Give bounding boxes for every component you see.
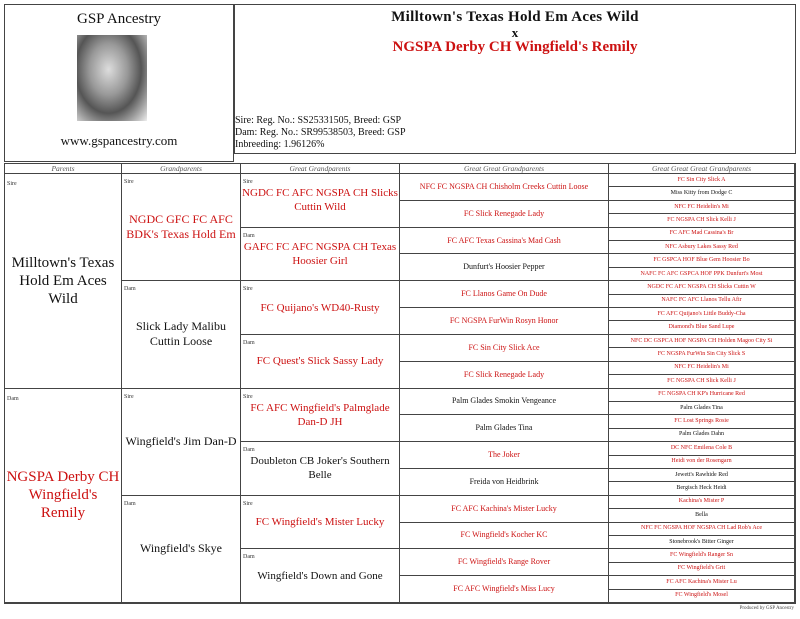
ggg-grandparents-cell[interactable] — [609, 482, 795, 495]
great-grandparents-cell[interactable] — [241, 335, 400, 389]
ggg-grandparents-cell[interactable] — [609, 389, 795, 402]
dog-name: FC Sin City Slick Ace — [468, 342, 540, 352]
ggg-grandparents-cell[interactable] — [609, 348, 795, 361]
ggg-grandparents-cell[interactable] — [609, 268, 795, 281]
great-grandparents-cell[interactable] — [241, 549, 400, 603]
column-header: Great Grandparents — [241, 164, 400, 174]
column-header: Parents — [5, 164, 122, 174]
relation-label: Sire — [243, 179, 253, 185]
dog-name: FC NGSPA CH KP's Hurricane Red — [658, 391, 745, 398]
dog-name: FC AFC Quijano's Little Buddy-Cha — [657, 310, 746, 317]
gg-grandparents-cell[interactable] — [400, 228, 609, 255]
column-header: Great Great Great Grandparents — [609, 164, 795, 174]
gg-grandparents-cell[interactable] — [400, 308, 609, 335]
dog-name: NFC FC Heidelin's Mi — [674, 203, 729, 210]
ggg-grandparents-cell[interactable] — [609, 509, 795, 522]
gg-grandparents-cell[interactable] — [400, 442, 609, 469]
ggg-grandparents-cell[interactable] — [609, 295, 795, 308]
relation-label: Dam — [243, 447, 255, 454]
relation-label: Dam — [243, 232, 255, 239]
ggg-grandparents-cell[interactable] — [609, 442, 795, 455]
great-grandparents-cell[interactable] — [241, 442, 400, 496]
pedigree-grid — [4, 163, 796, 604]
dog-name: Miss Kitty from Dodge C — [670, 190, 733, 197]
grandparents-cell[interactable] — [122, 389, 241, 496]
gg-grandparents-cell[interactable] — [400, 174, 609, 201]
dog-name: NAFC FC AFC GSPCA HOF PPK Dunfurt's Most — [640, 270, 763, 277]
ggg-grandparents-cell[interactable] — [609, 335, 795, 348]
ggg-grandparents-cell[interactable] — [609, 254, 795, 267]
dog-name: Palm Glades Dahn — [679, 431, 724, 438]
logo-panel — [4, 4, 234, 162]
ggg-grandparents-cell[interactable] — [609, 241, 795, 254]
relation-label: Sire — [243, 500, 253, 507]
dog-name: FC AFC Wingfield's Miss Lucy — [453, 584, 555, 594]
dog-name: Slick Lady Malibu Cuttin Loose — [136, 319, 226, 349]
dog-name: Diamond's Blue Sand Lupe — [668, 324, 735, 331]
dog-photo — [77, 35, 147, 121]
great-grandparents-cell[interactable] — [241, 496, 400, 550]
ggg-grandparents-cell[interactable] — [609, 402, 795, 415]
ggg-grandparents-cell[interactable] — [609, 523, 795, 536]
relation-label: Dam — [243, 554, 255, 561]
gg-grandparents-cell[interactable] — [400, 362, 609, 389]
parent-cell[interactable] — [5, 389, 122, 604]
ggg-grandparents-cell[interactable] — [609, 281, 795, 294]
dog-name: FC NGSPA CH Slick Kelli J — [667, 377, 736, 384]
ggg-grandparents-cell[interactable] — [609, 214, 795, 227]
great-grandparents-cell[interactable] — [241, 228, 400, 282]
gg-grandparents-cell[interactable] — [400, 496, 609, 523]
dog-name: FC NGSPA FurWin Sin City Slick S — [657, 350, 746, 357]
dog-name: The Joker — [488, 450, 520, 460]
gg-grandparents-cell[interactable] — [400, 335, 609, 362]
ggg-grandparents-cell[interactable] — [609, 321, 795, 334]
inbreeding: Inbreeding: 1.96126% — [235, 139, 325, 150]
dog-name: GAFC FC AFC NGSPA CH Texas Hoosier Girl — [243, 240, 397, 267]
dog-name: NFC FC NGSPA HOF NGSPA CH Lad Rob's Ace — [640, 525, 762, 532]
dog-name: NGDC GFC FC AFC BDK's Texas Hold Em — [126, 212, 236, 242]
pedigree-header — [234, 4, 796, 154]
dog-name: Wingfield's Skye — [139, 541, 222, 556]
gg-grandparents-cell[interactable] — [400, 201, 609, 228]
dog-name: FC AFC Kachina's Mister Lu — [666, 578, 737, 585]
dog-name: Dunfurt's Hoosier Pepper — [463, 262, 545, 272]
grandparents-cell[interactable] — [122, 174, 241, 281]
column-header: Great Great Grandparents — [400, 164, 609, 174]
relation-label: Sire — [243, 286, 253, 293]
dog-name: Freida von Heidbrink — [469, 476, 539, 486]
dog-name: FC AFC Wingfield's Palmglade Dan-D JH — [250, 401, 390, 428]
parent-cell[interactable] — [5, 174, 122, 389]
dog-name: Jewett's Rawhide Red — [675, 471, 728, 478]
dog-name: FC AFC Kachina's Mister Lucky — [451, 503, 557, 513]
dog-name: Heidi von der Rosengarn — [671, 458, 732, 465]
relation-label: Dam — [243, 339, 255, 346]
dog-name: FC AFC Mad Cassina's Br — [669, 230, 734, 237]
ggg-grandparents-cell[interactable] — [609, 456, 795, 469]
ggg-grandparents-cell[interactable] — [609, 576, 795, 589]
dog-name: FC GSPCA HOF Blue Gem Hoosier Bo — [653, 257, 750, 264]
dog-name: FC Lost Springs Rosie — [674, 418, 729, 425]
dog-name: Palm Glades Tina — [475, 423, 533, 433]
dog-name: FC Quijano's WD40-Rusty — [260, 301, 380, 314]
dam-title: NGSPA Derby CH Wingfield's Remily — [392, 39, 638, 55]
dog-name: NAFC FC AFC Llanos Tellu Afir — [661, 297, 742, 304]
ggg-grandparents-cell[interactable] — [609, 496, 795, 509]
dog-name: FC Quest's Slick Sassy Lady — [256, 355, 384, 368]
ggg-grandparents-cell[interactable] — [609, 201, 795, 214]
dog-name: FC Llanos Game On Dude — [461, 289, 547, 299]
dog-name: FC Sin City Slick A — [677, 176, 726, 183]
ggg-grandparents-cell[interactable] — [609, 375, 795, 388]
dam-reg: Dam: Reg. No.: SR99538503, Breed: GSP — [235, 127, 406, 138]
relation-label: Dam — [7, 395, 19, 402]
dog-name: FC Wingfield's Ranger Sn — [670, 552, 733, 559]
gg-grandparents-cell[interactable] — [400, 469, 609, 496]
ggg-grandparents-cell[interactable] — [609, 536, 795, 549]
gg-grandparents-cell[interactable] — [400, 415, 609, 442]
dog-name: NFC FC NGSPA CH Chisholm Creeks Cuttin Loose — [419, 181, 589, 191]
dog-name: Bella — [695, 511, 708, 518]
relation-label: Sire — [7, 181, 17, 187]
ggg-grandparents-cell[interactable] — [609, 590, 795, 603]
cross-mark: x — [511, 25, 519, 40]
ggg-grandparents-cell[interactable] — [609, 228, 795, 241]
dog-name: FC Wingfield's Mister Lucky — [255, 516, 385, 529]
dog-name: FC Wingfield's Kocher KC — [460, 530, 548, 540]
column-header: Grandparents — [122, 164, 241, 174]
logo-title: GSP Ancestry — [76, 11, 162, 27]
gg-grandparents-cell[interactable] — [400, 281, 609, 308]
dog-name: FC NGSPA FurWin Rosyn Honor — [449, 315, 559, 325]
ggg-grandparents-cell[interactable] — [609, 308, 795, 321]
ggg-grandparents-cell[interactable] — [609, 469, 795, 482]
great-grandparents-cell[interactable] — [241, 281, 400, 335]
dog-name: Milltown's Texas Hold Em Aces Wild — [11, 254, 115, 307]
ggg-grandparents-cell[interactable] — [609, 429, 795, 442]
dog-name: Palm Glades Smokin Vengeance — [451, 396, 557, 406]
gg-grandparents-cell[interactable] — [400, 254, 609, 281]
dog-name: FC Wingfield's Range Rover — [457, 557, 551, 567]
relation-label: Sire — [124, 393, 134, 400]
logo-url[interactable]: www.gspancestry.com — [60, 133, 178, 148]
dog-name: Bergisch Heck Heidi — [676, 485, 727, 492]
dog-name: DC NFC Emilena Cole B — [670, 444, 733, 451]
relation-label: Dam — [124, 500, 136, 507]
dog-name: Stonebrook's Bitter Ginger — [669, 538, 734, 545]
dog-name: FC Wingfield's Mosel — [675, 592, 728, 599]
great-grandparents-cell[interactable] — [241, 174, 400, 228]
dog-name: FC Slick Renegade Lady — [463, 208, 545, 218]
dog-name: NGDC FC AFC NGSPA CH Slicks Cuttin W — [647, 283, 756, 290]
gg-grandparents-cell[interactable] — [400, 549, 609, 576]
dog-name: NFC DC GSPCA HOF NGSPA CH Holden Magoo City Si — [630, 337, 773, 344]
great-grandparents-cell[interactable] — [241, 389, 400, 443]
footer-credit: Produced by GSP Ancestry — [739, 606, 794, 611]
dog-name: NFC Asbury Lakes Sassy Red — [665, 243, 738, 250]
dog-name: FC AFC Texas Cassina's Mad Cash — [447, 235, 561, 245]
ggg-grandparents-cell[interactable] — [609, 362, 795, 375]
grandparents-cell[interactable] — [122, 496, 241, 603]
relation-label: Sire — [243, 393, 253, 400]
dog-name: Wingfield's Jim Dan-D — [125, 434, 237, 449]
sire-title: Milltown's Texas Hold Em Aces Wild — [391, 9, 639, 25]
gg-grandparents-cell[interactable] — [400, 576, 609, 603]
gg-grandparents-cell[interactable] — [400, 523, 609, 550]
dog-name: Palm Glades Tina — [680, 404, 723, 411]
dog-name: NGDC FC AFC NGSPA CH Slicks Cuttin Wild — [242, 187, 398, 214]
dog-name: Kachina's Mister P — [678, 498, 725, 505]
relation-label: Dam — [124, 286, 136, 293]
dog-name: FC NGSPA CH Slick Kelli J — [667, 216, 736, 223]
grandparents-cell[interactable] — [122, 281, 241, 388]
dog-name: Doubleton CB Joker's Southern Belle — [250, 455, 390, 482]
ggg-grandparents-cell[interactable] — [609, 563, 795, 576]
dog-name: NFC FC Heidelin's Mi — [674, 364, 729, 371]
dog-name: FC Slick Renegade Lady — [463, 369, 545, 379]
ggg-grandparents-cell[interactable] — [609, 415, 795, 428]
relation-label: Sire — [124, 179, 134, 185]
ggg-grandparents-cell[interactable] — [609, 187, 795, 200]
gg-grandparents-cell[interactable] — [400, 389, 609, 416]
ggg-grandparents-cell[interactable] — [609, 549, 795, 562]
dog-name: Wingfield's Down and Gone — [257, 569, 383, 582]
dog-name: FC Wingfield's Grit — [677, 565, 726, 572]
ggg-grandparents-cell[interactable] — [609, 174, 795, 187]
dog-name: NGSPA Derby CH Wingfield's Remily — [6, 469, 120, 522]
sire-reg: Sire: Reg. No.: SS25331505, Breed: GSP — [235, 115, 402, 126]
